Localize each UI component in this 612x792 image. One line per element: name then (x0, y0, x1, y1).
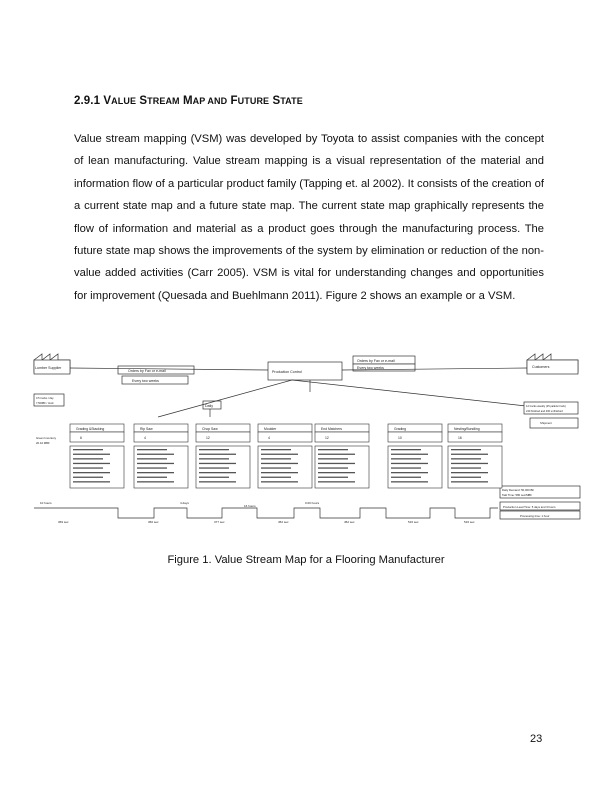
process-data-line (261, 477, 291, 478)
process-data-line (73, 463, 110, 464)
process-data-line (261, 458, 291, 459)
timeline-top-2: 4 days (180, 501, 189, 505)
green-inventory: Green Inventory (36, 436, 57, 440)
process-data-line (137, 481, 174, 482)
process-name: End Matchers (321, 427, 342, 431)
process-name: Rip Saw (140, 427, 153, 431)
process-data-line (451, 472, 488, 473)
process-data-line (391, 458, 421, 459)
process-data-line (137, 477, 167, 478)
daily-demand: Daily Demand: 50,000 BF (502, 488, 535, 492)
figure-caption: Figure 1. Value Stream Map for a Flooring Manufacturer (167, 554, 445, 566)
process-data-line (73, 454, 110, 455)
process-body (134, 432, 188, 442)
process-data-line (137, 458, 167, 459)
process-data-line (137, 454, 174, 455)
truck-left-2: 7,500BF / truck (36, 402, 54, 405)
process-data-line (318, 454, 355, 455)
customer-label: Customers (532, 365, 550, 369)
process-operators: 4 (144, 436, 146, 440)
process-data-line (199, 481, 236, 482)
process-data-line (318, 463, 355, 464)
process-data-line (199, 463, 236, 464)
process-data-line (137, 449, 167, 450)
process-data-line (261, 449, 291, 450)
timeline-bottom-4: 452 sec (278, 520, 289, 524)
green-qty: 20.42 MBF (36, 441, 50, 445)
process-data-line (261, 463, 298, 464)
process-body (315, 432, 369, 442)
process-operators: 12 (325, 436, 329, 440)
process-data-line (261, 467, 291, 468)
lead-time: Production Lead Time: 5 days and 3 hours (503, 505, 556, 509)
process-data-line (73, 449, 103, 450)
process-data-line (391, 481, 428, 482)
process-data-line (391, 472, 428, 473)
process-data-line (451, 449, 481, 450)
orders-right: Orders by Fax or e-mail (357, 359, 395, 363)
process-body (448, 432, 502, 442)
process-body (258, 432, 312, 442)
timeline-bottom-6: 516 sec (408, 520, 419, 524)
process-name: Grading (394, 427, 407, 431)
timeline-bottom-1: 369 sec (58, 520, 69, 524)
truck-left-1: 0.5 trucks / day (36, 397, 54, 400)
process-data-line (137, 463, 174, 464)
process-data-line (73, 481, 110, 482)
two-weeks-left: Every two weeks (132, 379, 159, 383)
process-data-line (451, 454, 488, 455)
process-data-line (391, 463, 428, 464)
process-operators: 12 (206, 436, 210, 440)
process-data-line (451, 481, 488, 482)
process-data-line (199, 449, 229, 450)
process-data-line (318, 467, 348, 468)
process-data-line (73, 477, 103, 478)
process-body (388, 432, 442, 442)
process-data-line (318, 472, 355, 473)
daily-label: Daily (205, 404, 213, 408)
timeline-bottom-2: 360 sec (148, 520, 159, 524)
process-name: Grading &Stacking (76, 427, 105, 431)
process-data-line (318, 458, 348, 459)
body-paragraph: Value stream mapping (VSM) was developed by Toyota to assist companies with the concept of lean manufacturing. Value stream mapping is a visual representation of the material and information flow of a particular product family (Tapping et. al 2002). It consists of the creation of a current state map and a future state map. The current state map graphically represents the flow of information and material as a product goes through the manufacturing process. The future state map shows the improvements of the system by elimination or reduction of the non-value added activities (Carr 2005). VSM is vital for understanding changes and opportunities for improvement (Quesada and Buehlmann 2011). Figure 2 shows an example or a VSM. (74, 133, 544, 302)
process-data-line (451, 477, 481, 478)
takt-time: Takt Time: 580 sec/MBF (502, 493, 532, 497)
two-weeks-right: Every two weeks (357, 366, 384, 370)
process-operators: 4 (268, 436, 270, 440)
process-operators: 6 (80, 436, 82, 440)
process-data-line (137, 472, 174, 473)
process-data-line (391, 477, 421, 478)
process-body (70, 432, 124, 442)
timeline-bottom-5: 452 sec (344, 520, 355, 524)
process-data-line (261, 472, 298, 473)
process-data-line (199, 467, 229, 468)
process-data-line (199, 472, 236, 473)
process-data-line (451, 467, 481, 468)
process-data-line (199, 477, 229, 478)
process-data-line (73, 472, 110, 473)
processing-time: Processing time: 1 hour (520, 514, 550, 518)
process-operators: 16 (458, 436, 462, 440)
process-data-line (391, 449, 421, 450)
control-label: Production Control (272, 370, 302, 374)
process-data-line (318, 477, 348, 478)
process-data-line (261, 454, 298, 455)
process-data-line (391, 467, 421, 468)
process-data-line (318, 449, 348, 450)
timeline-top-1: 10 hours (40, 501, 52, 505)
truck-right-1: 12 trucks weekly (25 pallets/ truck) (526, 405, 566, 408)
timeline-bottom-3: 377 sec (214, 520, 225, 524)
process-body (196, 432, 250, 442)
process-name: Moulder (264, 427, 277, 431)
timeline-top-4: 0.00 hours (305, 501, 320, 505)
vsm-figure (30, 352, 585, 527)
truck-right-2: 240 finished and 400 unfinished (526, 410, 563, 413)
timeline-top-3: 16 hours (244, 504, 256, 508)
process-data-line (261, 481, 298, 482)
process-data-line (451, 458, 481, 459)
process-name: Chop Saw (202, 427, 218, 431)
process-data-line (318, 481, 355, 482)
section-heading: 2.9.1 VALUE STREAM MAP AND FUTURE STATE (74, 95, 303, 107)
process-data-line (137, 467, 167, 468)
orders-left: Orders by Fax or e-mail (128, 369, 166, 373)
vsm-diagram (30, 352, 585, 527)
process-data-line (391, 454, 428, 455)
supplier-label: Lumber Supplier (35, 366, 62, 370)
process-data-line (199, 454, 236, 455)
timeline-bottom-7: 516 sec (464, 520, 475, 524)
process-operators: 10 (398, 436, 402, 440)
shipment-label: Shipment (540, 421, 552, 425)
process-name: Nesting/Bundling (454, 427, 480, 431)
process-data-line (451, 463, 488, 464)
process-data-line (199, 458, 229, 459)
process-data-line (73, 458, 103, 459)
process-data-line (73, 467, 103, 468)
page-number: 23 (530, 733, 543, 745)
